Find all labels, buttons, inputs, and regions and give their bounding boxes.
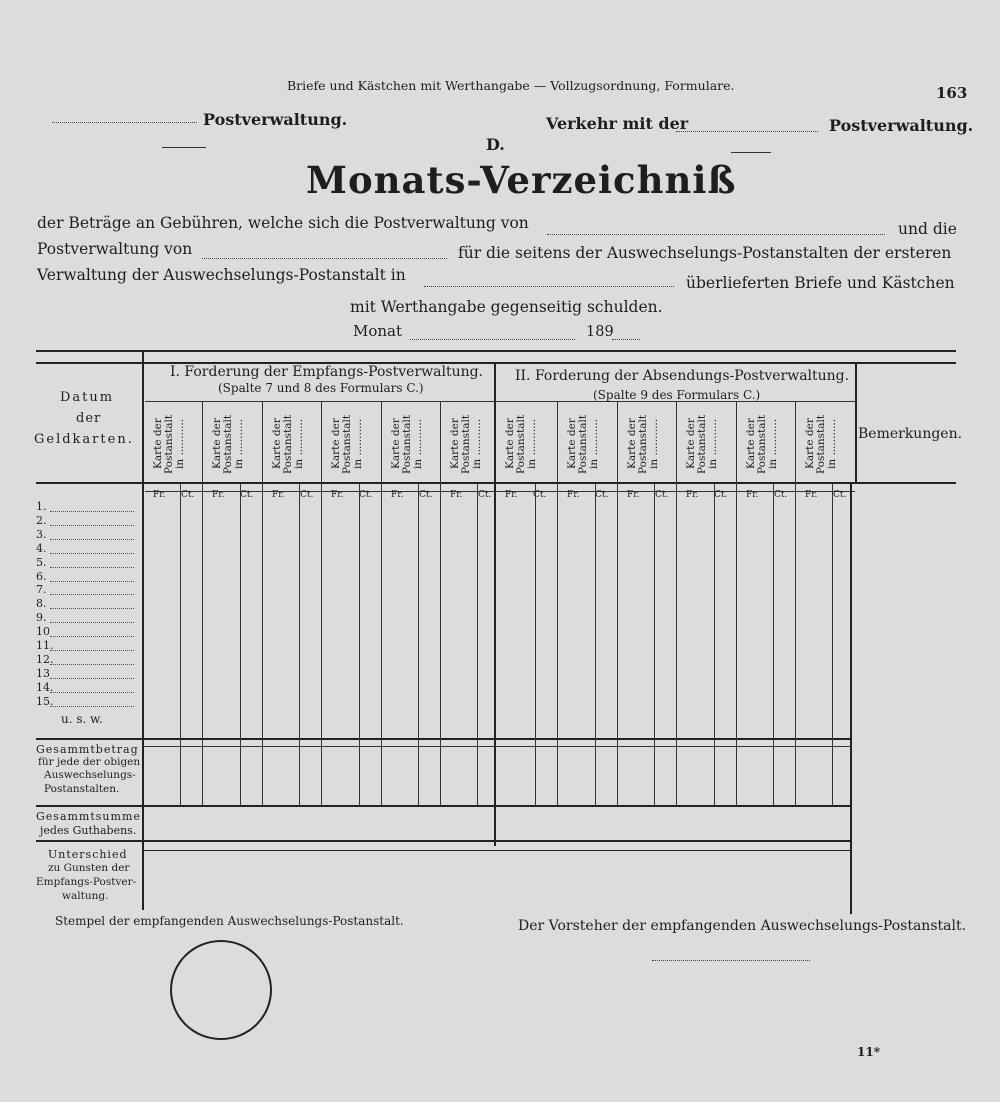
card-column-label-line: Postanstalt [401, 414, 413, 474]
currency-ct-label: Ct. [478, 490, 492, 500]
card-column-label-line: Karte der [152, 418, 164, 470]
ct-rule [299, 484, 300, 806]
card-column-label-line: Karte der [566, 418, 578, 470]
left-admin-blank [52, 122, 197, 123]
column-rule [557, 402, 558, 806]
form-letter: D. [486, 135, 505, 154]
row-number: 5. [36, 555, 47, 569]
row-etc: u. s. w. [61, 712, 103, 726]
group1-title: I. Forderung der Empfangs-Postverwaltung. [170, 364, 484, 380]
currency-fr-label: Fr. [805, 490, 818, 500]
currency-ct-label: Ct. [533, 490, 547, 500]
card-column-label [686, 408, 719, 480]
card-column-label [331, 408, 364, 480]
remarks-header: Bemerkungen. [858, 426, 963, 442]
date-header-1: Datum [60, 390, 115, 405]
ct-rule [418, 484, 419, 806]
total-sum-1: Gesammtsumme [36, 810, 141, 823]
ct-rule [832, 484, 833, 806]
difference-2: zu Gunsten der [48, 862, 130, 874]
card-column-label-line: in ........... [412, 418, 424, 470]
currency-fr-label: Fr. [272, 490, 285, 500]
signature-label: Der Vorsteher der empfangenden Auswechselungs-Postanstalt. [518, 918, 967, 934]
card-column-label [805, 408, 838, 480]
currency-fr-label: Fr. [505, 490, 518, 500]
currency-ct-label: Ct. [833, 490, 847, 500]
card-column-label-line: Postanstalt [577, 414, 589, 474]
card-column-label [567, 408, 600, 480]
card-column-label-line: in ........... [471, 418, 483, 470]
currency-ct-label: Ct. [359, 490, 373, 500]
intro-line2-b: für die seitens der Auswechselungs-Postanstalten der ersteren [458, 244, 952, 262]
ct-rule [359, 484, 360, 806]
row-blank [50, 608, 134, 609]
currency-fr-label: Fr. [391, 490, 404, 500]
currency-ct-label: Ct. [419, 490, 433, 500]
card-column-label-line: in ........... [707, 418, 719, 470]
group2-sub: (Spalte 9 des Formulars C.) [593, 388, 761, 402]
column-rule [262, 402, 263, 806]
total-per-office-1: Gesammtbetrag [36, 743, 139, 756]
group1-sub: (Spalte 7 und 8 des Formulars C.) [218, 381, 424, 395]
year-blank [612, 339, 640, 340]
row-blank [50, 650, 134, 651]
card-column-label-line: Postanstalt [341, 414, 353, 474]
card-column-label-line: Karte der [685, 418, 697, 470]
column-rule [617, 402, 618, 806]
currency-ct-label: Ct. [774, 490, 788, 500]
card-column-label-line: Postanstalt [460, 414, 472, 474]
currency-fr-label: Fr. [567, 490, 580, 500]
row-number: 15. [36, 694, 54, 708]
card-column-label-line: in ........... [767, 418, 779, 470]
card-column-label-line: in ........... [526, 418, 538, 470]
card-column-label [212, 408, 245, 480]
intro-line4: mit Werthangabe gegenseitig schulden. [350, 298, 663, 316]
blank [424, 286, 674, 287]
card-column-label-line: Karte der [271, 418, 283, 470]
total-per-office-2: für jede der obigen [38, 756, 141, 768]
row-blank [50, 581, 134, 582]
currency-fr-label: Fr. [331, 490, 344, 500]
total-per-office-4: Postanstalten. [44, 783, 120, 795]
row-blank [50, 664, 134, 665]
card-column-label-line: Karte der [626, 418, 638, 470]
currency-fr-label: Fr. [212, 490, 225, 500]
currency-ct-label: Ct. [655, 490, 669, 500]
card-column-label [153, 408, 186, 480]
currency-fr-label: Fr. [450, 490, 463, 500]
row-number: 11. [36, 639, 54, 652]
row-number: 2. [36, 513, 47, 527]
row-blank [50, 692, 134, 693]
section-rule [36, 738, 852, 740]
card-column-label-line: in ........... [826, 418, 838, 470]
column-rule [321, 402, 322, 806]
card-column-label-line: Karte der [745, 418, 757, 470]
column-rule [202, 402, 203, 806]
right-admin-label: Postverwaltung. [829, 116, 974, 135]
row-blank [50, 594, 134, 595]
month-blank [410, 339, 575, 340]
card-column-label-line: in ........... [293, 418, 305, 470]
difference-1: Unterschied [48, 848, 128, 861]
card-column-label-line: Postanstalt [637, 414, 649, 474]
stamp-label: Stempel der empfangenden Auswechselungs-Postanstalt. [55, 914, 404, 928]
card-column-label [505, 408, 538, 480]
card-column-label-line: Karte der [804, 418, 816, 470]
ct-rule [773, 484, 774, 806]
divider [731, 152, 771, 153]
traffic-blank [676, 131, 818, 132]
row-blank [50, 553, 134, 554]
row-number: 13 [36, 666, 50, 680]
card-column-label-line: Karte der [330, 418, 342, 470]
blank [547, 234, 885, 235]
card-column-label-line: Postanstalt [163, 414, 175, 474]
intro-line1-a: der Beträge an Gebühren, welche sich die Postverwaltung von [37, 214, 529, 232]
left-admin-label: Postverwaltung. [203, 110, 348, 129]
currency-fr-label: Fr. [686, 490, 699, 500]
card-column-label-line: Postanstalt [815, 414, 827, 474]
column-rule [736, 402, 737, 806]
header-bottom-rule [36, 482, 956, 484]
row-number: 3. [36, 527, 47, 541]
card-column-label [627, 408, 660, 480]
remarks-rule [850, 484, 852, 914]
row-blank [50, 511, 134, 512]
group-separator-rule [494, 364, 496, 846]
blank [202, 258, 447, 259]
running-title: Briefe und Kästchen mit Werthangabe — Vollzugsordnung, Formulare. [287, 78, 735, 93]
date-column-rule [142, 352, 144, 910]
traffic-label: Verkehr mit der [546, 114, 689, 133]
ct-rule [477, 484, 478, 806]
card-column-label-line: Karte der [211, 418, 223, 470]
column-rule [440, 402, 441, 806]
row-blank [50, 706, 134, 707]
card-column-label-line: Postanstalt [515, 414, 527, 474]
ct-rule [595, 484, 596, 806]
currency-ct-label: Ct. [181, 490, 195, 500]
table-top-rule [36, 350, 956, 352]
column-rule [676, 402, 677, 806]
date-header-2: der [76, 411, 102, 426]
card-column-label-line: Postanstalt [756, 414, 768, 474]
card-column-label-line: in ........... [588, 418, 600, 470]
page-number: 163 [936, 84, 968, 102]
ct-rule [240, 484, 241, 806]
ct-rule [714, 484, 715, 806]
card-column-label-line: in ........... [352, 418, 364, 470]
currency-fr-label: Fr. [627, 490, 640, 500]
column-rule [381, 402, 382, 806]
card-column-label [391, 408, 424, 480]
currency-ct-label: Ct. [240, 490, 254, 500]
row-number: 12. [36, 652, 54, 666]
currency-fr-label: Fr. [746, 490, 759, 500]
signature-line [652, 960, 810, 961]
card-column-label-line: Karte der [390, 418, 402, 470]
section-rule [143, 746, 850, 747]
total-sum-2: jedes Guthabens. [40, 824, 137, 837]
row-number: 9. [36, 611, 47, 625]
column-rule [795, 402, 796, 806]
group2-title: II. Forderung der Absendungs-Postverwaltung. [515, 368, 850, 384]
row-blank [50, 636, 134, 637]
intro-line1-b: und die [898, 220, 957, 238]
divider [162, 147, 206, 148]
card-column-label-line: Karte der [504, 418, 516, 470]
ct-rule [654, 484, 655, 806]
card-column-label [746, 408, 779, 480]
year-prefix: 189 [586, 324, 614, 340]
row-blank [50, 525, 134, 526]
ct-rule [180, 484, 181, 806]
section-rule [36, 805, 852, 807]
card-column-label-line: in ........... [174, 418, 186, 470]
stamp-circle [170, 940, 272, 1040]
card-column-label-line: Postanstalt [696, 414, 708, 474]
month-label: Monat [353, 322, 403, 340]
total-per-office-3: Auswechselungs- [44, 769, 136, 781]
row-blank [50, 539, 134, 540]
row-number: 1. [36, 500, 47, 513]
row-blank [50, 678, 134, 679]
intro-line2-a: Postverwaltung von [37, 240, 193, 258]
card-column-label-line: in ........... [233, 418, 245, 470]
row-blank [50, 567, 134, 568]
currency-ct-label: Ct. [300, 490, 314, 500]
section-rule [36, 840, 852, 842]
difference-3: Empfangs-Postver- [36, 876, 137, 888]
card-column-label-line: Postanstalt [222, 414, 234, 474]
card-column-label-line: Karte der [449, 418, 461, 470]
card-column-label [272, 408, 305, 480]
row-number: 7. [36, 583, 47, 597]
difference-4: waltung. [62, 890, 109, 902]
card-column-label-line: in ........... [648, 418, 660, 470]
row-number: 8. [36, 597, 47, 611]
signature-mark: 11* [857, 1045, 880, 1059]
card-column-label-line: Postanstalt [282, 414, 294, 474]
intro-line3-b: überlieferten Briefe und Kästchen [686, 274, 955, 292]
row-number: 10 [36, 625, 50, 639]
row-number: 14. [36, 680, 54, 694]
currency-fr-label: Fr. [153, 490, 166, 500]
section-rule [143, 850, 850, 851]
row-number: 6. [36, 569, 47, 583]
remarks-rule [855, 364, 857, 484]
date-header-3: Geldkarten. [34, 432, 134, 447]
currency-ct-label: Ct. [714, 490, 728, 500]
ct-rule [535, 484, 536, 806]
row-number: 4. [36, 541, 47, 555]
row-blank [50, 622, 134, 623]
intro-line3-a: Verwaltung der Auswechselungs-Postanstalt in [37, 266, 406, 284]
card-column-label [450, 408, 483, 480]
currency-ct-label: Ct. [595, 490, 609, 500]
page-title: Monats-Verzeichniß [306, 158, 737, 202]
